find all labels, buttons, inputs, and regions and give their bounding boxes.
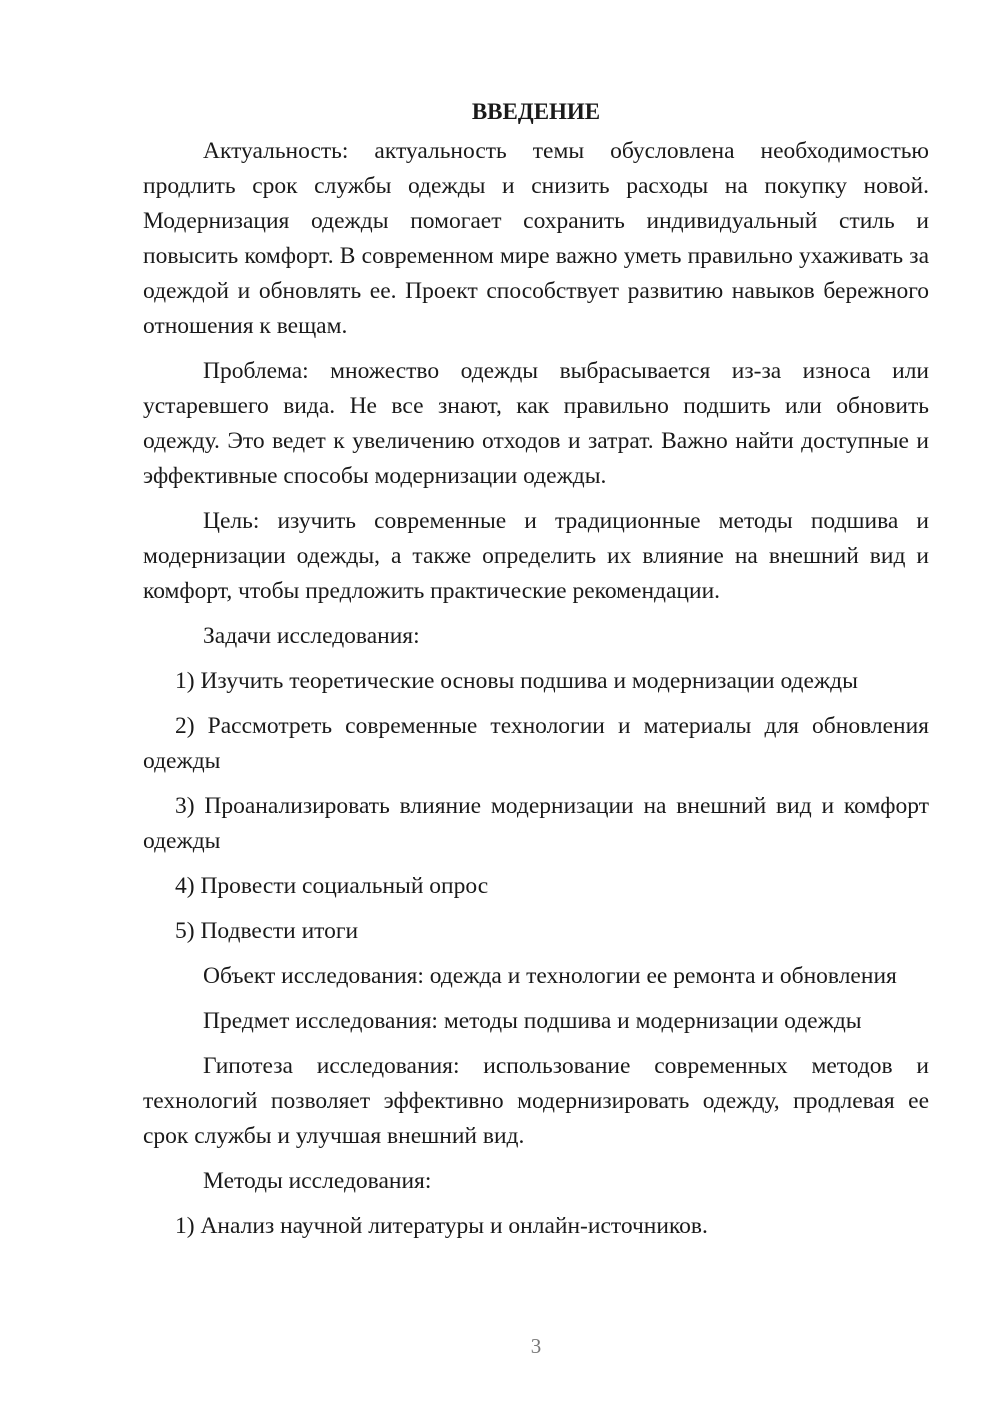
subject-paragraph: Предмет исследования: методы подшива и модернизации одежды — [203, 1008, 862, 1034]
task-item-4: 4) Провести социальный опрос — [175, 873, 489, 899]
task-item-2: 2) Рассмотреть современные технологии и материалы для обновления одежды — [143, 713, 929, 774]
method-item-1: 1) Анализ научной литературы и онлайн-источников. — [175, 1213, 708, 1239]
tasks-heading: Задачи исследования: — [203, 623, 420, 649]
document-page — [143, 96, 929, 1244]
goal-paragraph: Цель: изучить современные и традиционные методы подшива и модернизации одежды, а также определить их влияние на внешний вид и комфорт, чтобы предложить практические рекомендации. — [143, 508, 929, 604]
task-item-5: 5) Подвести итоги — [175, 918, 359, 944]
problem-paragraph: Проблема: множество одежды выбрасывается из-за износа или устаревшего вида. Не все знают, как правильно подшить или обновить одежду. Это ведет к увеличению отходов и затрат. Важно найти доступные и эффективные способы модернизации одежды. — [143, 358, 929, 489]
methods-heading: Методы исследования: — [203, 1168, 432, 1194]
relevance-paragraph: Актуальность: актуальность темы обусловлена необходимостью продлить срок службы одежды и снизить расходы на покупку новой. Модернизация одежды помогает сохранить индивидуальный стиль и повысить комфорт. В современном мире важно уметь правильно ухаживать за одеждой и обновлять ее. Проект способствует развитию навыков бережного отношения к вещам. — [143, 138, 929, 339]
page-number: 3 — [530, 1334, 542, 1358]
task-item-3: 3) Проанализировать влияние модернизации на внешний вид и комфорт одежды — [143, 793, 929, 854]
hypothesis-paragraph: Гипотеза исследования: использование современных методов и технологий позволяет эффективно модернизировать одежду, продлевая ее срок службы и улучшая внешний вид. — [143, 1053, 929, 1149]
object-paragraph: Объект исследования: одежда и технологии ее ремонта и обновления — [203, 963, 897, 989]
task-item-1: 1) Изучить теоретические основы подшива и модернизации одежды — [175, 668, 858, 694]
page-title: ВВЕДЕНИЕ — [471, 99, 601, 124]
